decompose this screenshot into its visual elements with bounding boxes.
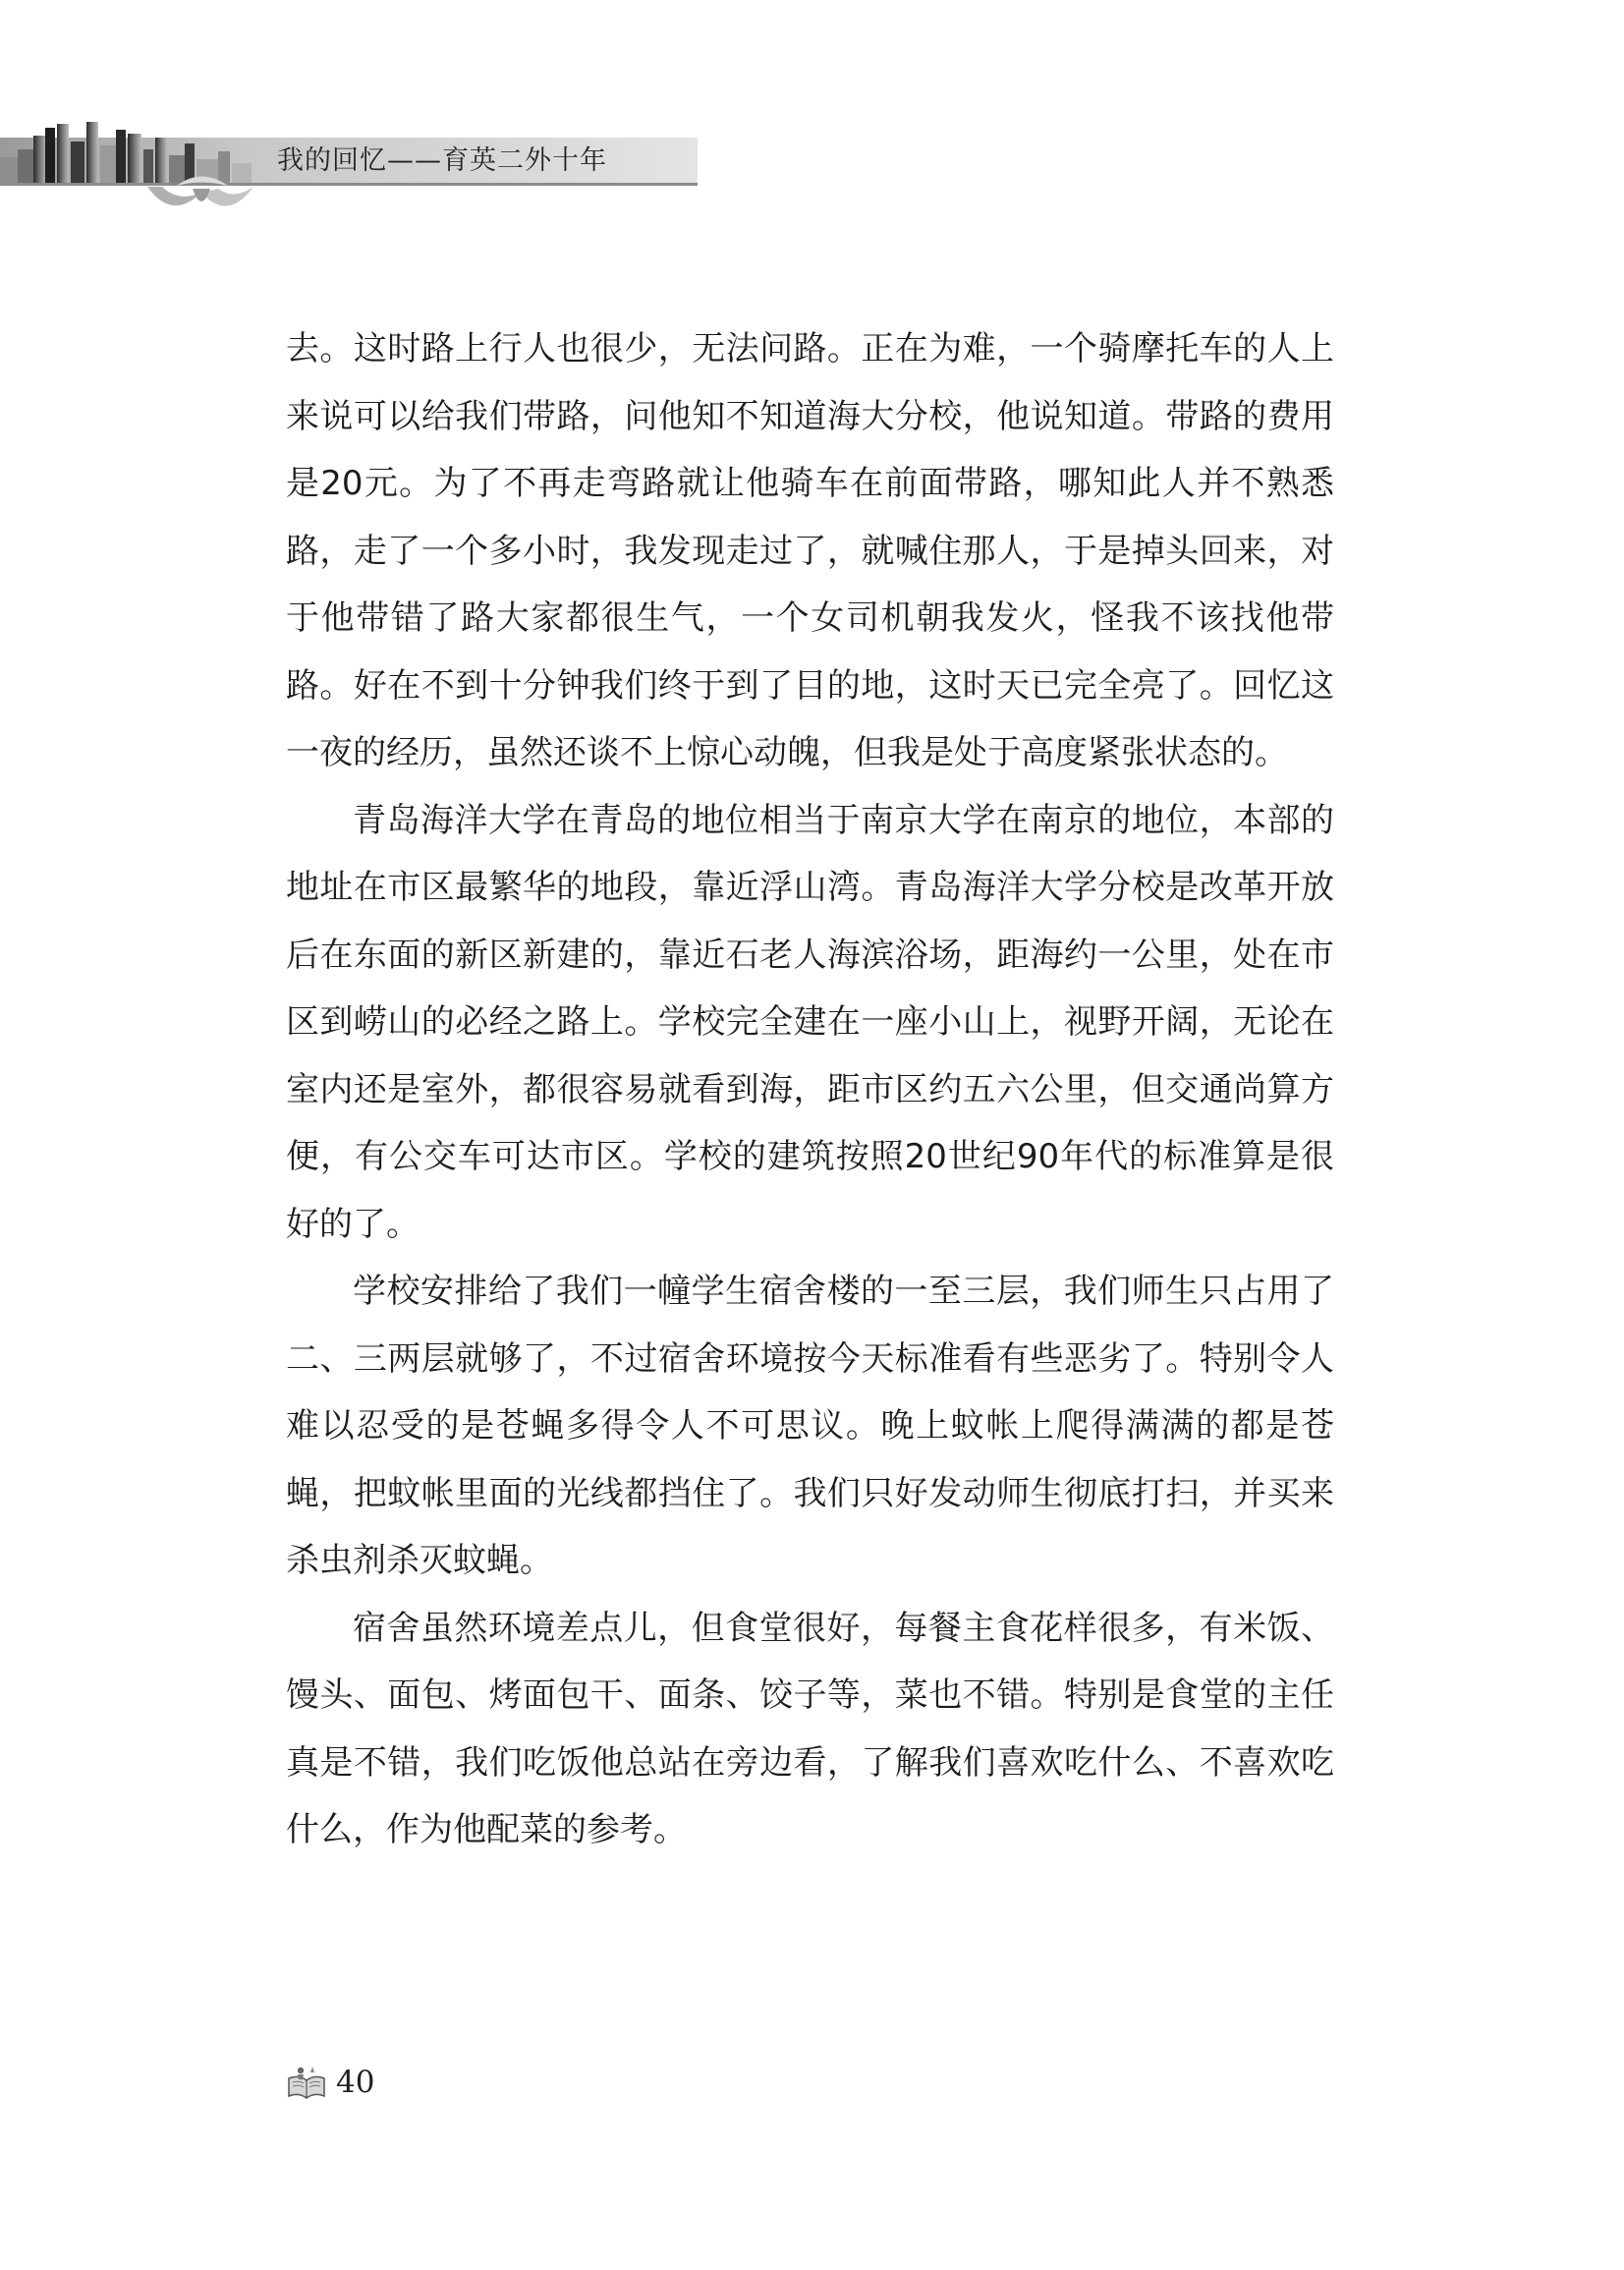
- page-number: 40: [336, 2064, 375, 2100]
- paragraph: 学校安排给了我们一幢学生宿舍楼的一至三层，我们师生只占用了二、三两层就够了，不过宿舍环境按今天标准看有些恶劣了。特别令人难以忍受的是苍蝇多得令人不可思议。晚上蚊帐上爬得满满的都是苍蝇，把蚊帐里面的光线都挡住了。我们只好发动师生彻底打扫，并买来杀虫剂杀灭蚊蝇。: [286, 1272, 1334, 1580]
- book-icon: [285, 2063, 328, 2102]
- body-text: [286, 315, 1334, 1864]
- paragraph: 青岛海洋大学在青岛的地位相当于南京大学在南京的地位，本部的地址在市区最繁华的地段，靠近浮山湾。青岛海洋大学分校是改革开放后在东面的新区新建的，靠近石老人海滨浴场，距海约一公里，处在市区到崂山的必经之路上。学校完全建在一座小山上，视野开阔，无论在室内还是室外，都很容易就看到海，距市区约五六公里，但交通尚算方便，有公交车可达市区。学校的建筑按照20世纪90年代的标准算是很好的了。: [286, 800, 1334, 1244]
- paragraph: 宿舍虽然环境差点儿，但食堂很好，每餐主食花样很多，有米饭、馒头、面包、烤面包干、面条、饺子等，菜也不错。特别是食堂的主任真是不错，我们吃饭他总站在旁边看，了解我们喜欢吃什么、不喜欢吃什么，作为他配菜的参考。: [286, 1608, 1334, 1849]
- page-footer: [285, 2058, 374, 2107]
- paragraph: 去。这时路上行人也很少，无法问路。正在为难，一个骑摩托车的人上来说可以给我们带路，问他知不知道海大分校，他说知道。带路的费用是20元。为了不再走弯路就让他骑车在前面带路，哪知此人并不熟悉路，走了一个多小时，我发现走过了，就喊住那人，于是掉头回来，对于他带错了路大家都很生气，一个女司机朝我发火，怪我不该找他带路。好在不到十分钟我们终于到了目的地，这时天已完全亮了。回忆这一夜的经历，虽然还谈不上惊心动魄，但我是处于高度紧张状态的。: [286, 329, 1334, 772]
- running-header: [0, 98, 707, 226]
- running-header-title: 我的回忆——育英二外十年: [277, 145, 607, 176]
